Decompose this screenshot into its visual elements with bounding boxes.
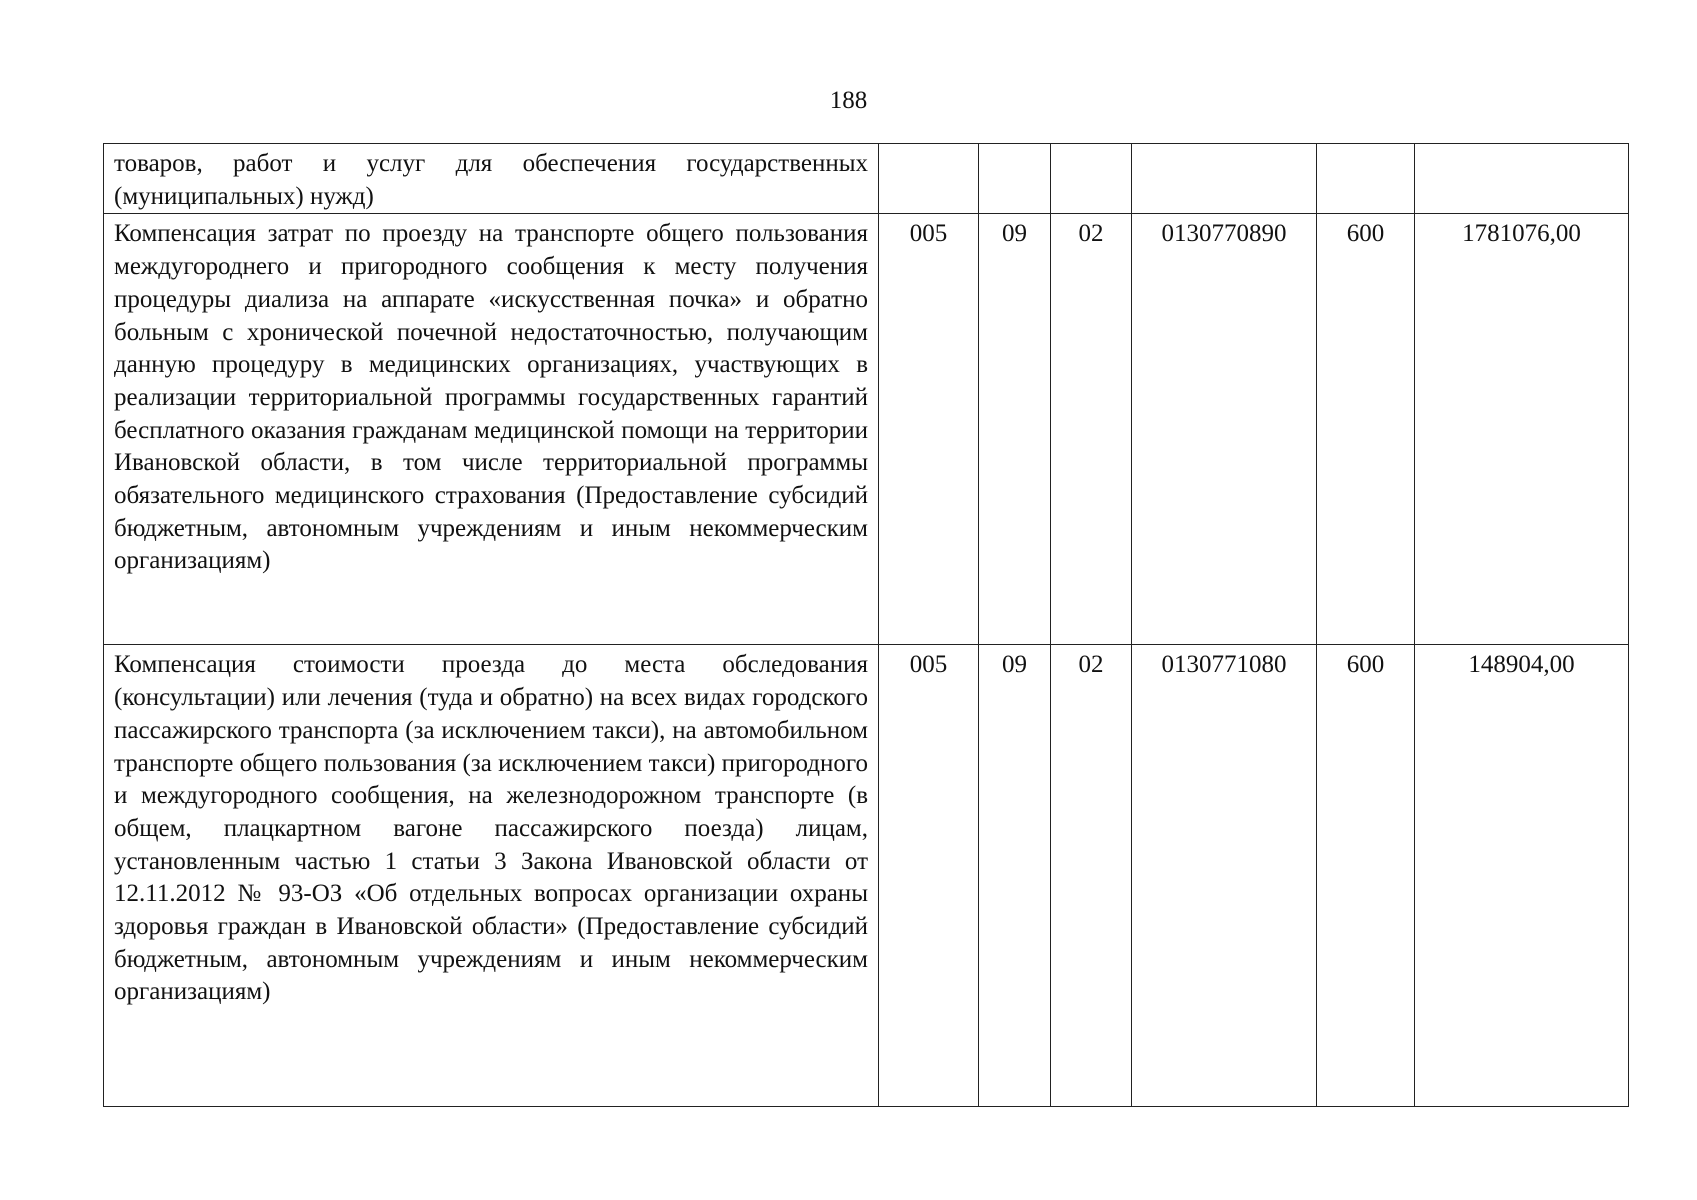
target-article-code: 0130770890 bbox=[1132, 214, 1317, 645]
expense-type-code: 600 bbox=[1317, 214, 1415, 645]
table-row bbox=[104, 645, 1629, 1107]
amount: 1781076,00 bbox=[1415, 214, 1629, 645]
subsection-code bbox=[1051, 144, 1132, 214]
ministry-code: 005 bbox=[879, 645, 979, 1107]
row-description: товаров, работ и услуг для обеспечения государственных (муниципальных) нужд) bbox=[104, 144, 879, 214]
target-article-code bbox=[1132, 144, 1317, 214]
expense-type-code: 600 bbox=[1317, 645, 1415, 1107]
subsection-code: 02 bbox=[1051, 645, 1132, 1107]
table-row bbox=[104, 214, 1629, 645]
page-number: 188 bbox=[829, 87, 868, 114]
section-code: 09 bbox=[979, 214, 1051, 645]
target-article-code: 0130771080 bbox=[1132, 645, 1317, 1107]
table-row bbox=[104, 144, 1629, 214]
expense-type-code bbox=[1317, 144, 1415, 214]
subsection-code: 02 bbox=[1051, 214, 1132, 645]
budget-table bbox=[103, 143, 1629, 1107]
ministry-code bbox=[879, 144, 979, 214]
row-description: Компенсация затрат по проезду на транспорте общего пользования междугороднего и пригородного сообщения к месту получения процедуры диализа на аппарате «искусственная почка» и обратно больным с хронической почечной недостаточностью, получающим данную процедуру в медицинских организациях, участвующих в реализации территориальной программы государственных гарантий бесплатного оказания гражданам медицинской помощи на территории Ивановской области, в том числе территориальной программы обязательного медицинского страхования (Предоставление субсидий бюджетным, автономным учреждениям и иным некоммерческим организациям) bbox=[104, 214, 879, 645]
row-description: Компенсация стоимости проезда до места обследования (консультации) или лечения (туда и обратно) на всех видах городского пассажирского транспорта (за исключением такси), на автомобильном транспорте общего пользования (за исключением такси) пригородного и междугородного сообщения, на железнодорожном транспорте (в общем, плацкартном вагоне пассажирского поезда) лицам, установленным частью 1 статьи 3 Закона Ивановской области от 12.11.2012 № 93-ОЗ «Об отдельных вопросах организации охраны здоровья граждан в Ивановской области» (Предоставление субсидий бюджетным, автономным учреждениям и иным некоммерческим организациям) bbox=[104, 645, 879, 1107]
section-code: 09 bbox=[979, 645, 1051, 1107]
amount bbox=[1415, 144, 1629, 214]
ministry-code: 005 bbox=[879, 214, 979, 645]
section-code bbox=[979, 144, 1051, 214]
amount: 148904,00 bbox=[1415, 645, 1629, 1107]
